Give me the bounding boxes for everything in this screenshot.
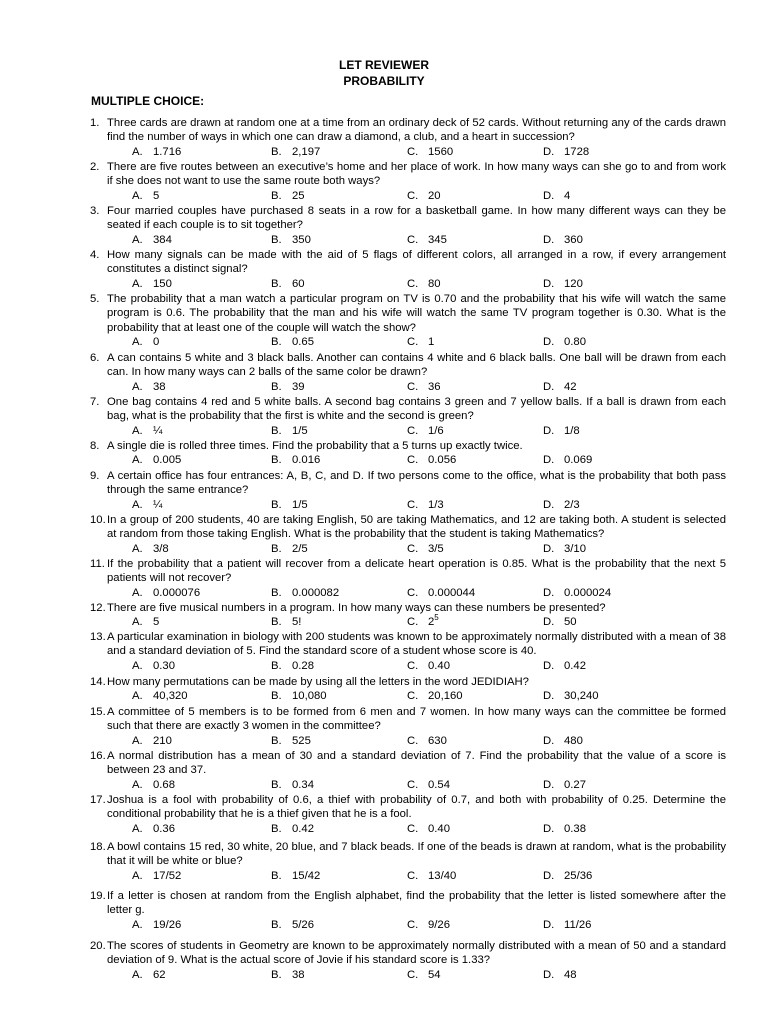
question-5 xyxy=(90,292,726,349)
question-text: How many permutations can be made by using all the letters in the word JEDIDIAH? xyxy=(107,676,529,688)
option-a: A. 0.36 xyxy=(132,822,175,835)
question-number: 4. xyxy=(90,249,100,261)
question-11 xyxy=(90,557,726,600)
option-c: C. 630 xyxy=(407,734,447,747)
question-number: 7. xyxy=(90,396,100,408)
question-text: A normal distribution has a mean of 30 and a standard deviation of 7. Find the probability that the value of a score is between 23 and 37. xyxy=(107,750,726,777)
question-text: There are five musical numbers in a program. In how many ways can these numbers be presented? xyxy=(107,602,606,614)
option-b: B. 0.42 xyxy=(271,822,314,835)
question-13 xyxy=(90,630,726,673)
options-row xyxy=(90,822,726,836)
option-d: D. 42 xyxy=(543,380,577,393)
option-b: B. 0.016 xyxy=(271,454,321,467)
options-row xyxy=(90,335,726,349)
options-row xyxy=(90,424,726,438)
options-row xyxy=(90,380,726,394)
option-c: C. 1 xyxy=(407,336,435,349)
question-text: If a letter is chosen at random from the English alphabet, find the probability that the letter is listed somewhere after the letter g. xyxy=(107,890,726,917)
option-d: D. 1728 xyxy=(543,145,590,158)
option-d: D. 0.069 xyxy=(543,454,593,467)
option-b: B. 5/26 xyxy=(271,918,314,931)
option-a: A. 19/26 xyxy=(132,918,182,931)
options-row xyxy=(90,778,726,792)
question-text: How many signals can be made with the aid of 5 flags of different colors, all arranged in a row, if every arrangement constitutes a distinct signal? xyxy=(107,249,726,276)
options-row xyxy=(90,498,726,512)
question-number: 3. xyxy=(90,205,100,217)
option-a: A. 3/8 xyxy=(132,542,169,555)
option-c: C. 1/3 xyxy=(407,498,444,511)
option-d: D. 480 xyxy=(543,734,583,747)
question-number: 18. xyxy=(90,841,106,853)
question-6 xyxy=(90,351,726,394)
option-a: A. 1.716 xyxy=(132,145,182,158)
option-c: C. 1/6 xyxy=(407,424,444,437)
option-c: C. 0.056 xyxy=(407,454,457,467)
question-12 xyxy=(90,601,726,629)
options-row xyxy=(90,189,726,203)
option-b: B. 0.34 xyxy=(271,778,314,791)
options-row xyxy=(90,542,726,556)
option-b: B. 2/5 xyxy=(271,542,308,555)
question-number: 1. xyxy=(90,117,100,129)
options-row xyxy=(90,869,726,883)
option-b: B. 25 xyxy=(271,189,305,202)
question-1 xyxy=(90,116,726,159)
question-text: One bag contains 4 red and 5 white balls. A second bag contains 3 green and 7 yellow balls. If a ball is drawn from each bag, what is the probability that the first is white and the second is green? xyxy=(107,396,726,423)
options-row xyxy=(90,145,726,159)
question-3 xyxy=(90,204,726,247)
question-7 xyxy=(90,395,726,438)
question-number: 10. xyxy=(90,514,106,526)
option-d: D. 50 xyxy=(543,616,577,629)
question-number: 20. xyxy=(90,940,106,952)
question-number: 19. xyxy=(90,890,106,902)
option-d: D. 11/26 xyxy=(543,918,592,931)
option-c: C. 345 xyxy=(407,233,447,246)
option-a: A. 0.30 xyxy=(132,659,175,672)
options-row xyxy=(90,968,726,982)
options-row xyxy=(90,277,726,291)
question-text: Joshua is a fool with probability of 0.6, a thief with probability of 0.7, and both with probability of 0.25. Determine the conditional probability that he is a thief given that he is a fool. xyxy=(107,794,726,821)
option-c: C. $2^5$ xyxy=(407,613,439,629)
option-a: A. 210 xyxy=(132,734,172,747)
question-number: 5. xyxy=(90,293,100,305)
option-b: B. 1/5 xyxy=(271,424,308,437)
option-c: C. 9/26 xyxy=(407,918,450,931)
option-a: A. 5 xyxy=(132,616,160,629)
options-row xyxy=(90,659,726,673)
question-9 xyxy=(90,469,726,512)
question-text: A bowl contains 15 red, 30 white, 20 blue, and 7 black beads. If one of the beads is drawn at random, what is the probability that it will be white or blue? xyxy=(107,841,726,868)
option-d: D. 0.27 xyxy=(543,778,586,791)
option-b: B. 2,197 xyxy=(271,145,321,158)
options-row xyxy=(90,453,726,467)
option-b: B. 525 xyxy=(271,734,311,747)
option-d: D. 3/10 xyxy=(543,542,586,555)
question-text: The scores of students in Geometry are known to be approximately normally distributed with a mean of 50 and a standard deviation of 9. What is the actual score of Jovie if his standard score is 1.33? xyxy=(107,940,726,967)
question-number: 13. xyxy=(90,631,106,643)
option-a: A. 62 xyxy=(132,968,166,981)
question-number: 14. xyxy=(90,676,106,688)
option-a: A. 17/52 xyxy=(132,869,182,882)
option-d: D. 2/3 xyxy=(543,498,580,511)
options-row xyxy=(90,586,726,600)
page-title: LET REVIEWER xyxy=(338,58,429,72)
question-text: Three cards are drawn at random one at a time from an ordinary deck of 52 cards. Without returning any of the cards drawn find the number of ways in which one can draw a diamond, a club, and a heart in succession? xyxy=(107,117,726,144)
option-b: B. 0.28 xyxy=(271,659,314,672)
question-8 xyxy=(90,439,726,467)
question-14 xyxy=(90,675,726,703)
options-row xyxy=(90,233,726,247)
option-d: D. 0.000024 xyxy=(543,586,612,599)
option-a: A. 5 xyxy=(132,189,160,202)
question-text: A particular examination in biology with 200 students was known to be approximately normally distributed with a mean of 38 and a standard deviation of 5. Find the standard score of a student whose score is 40. xyxy=(107,631,726,658)
question-text: Four married couples have purchased 8 seats in a row for a basketball game. In how many different ways can they be seated if each couple is to sit together? xyxy=(107,205,726,232)
option-d: D. 30,240 xyxy=(543,690,599,703)
option-c: C. 54 xyxy=(407,968,441,981)
option-c: C. 0.000044 xyxy=(407,586,476,599)
question-15 xyxy=(90,705,726,748)
question-text: The probability that a man watch a particular program on TV is 0.70 and the probability that his wife will watch the same program is 0.6. The probability that the man and his wife will watch the same TV program together is 0.30. What is the probability that at least one of the couple will watch the show? xyxy=(107,293,726,334)
question-16 xyxy=(90,749,726,792)
option-a: A. 384 xyxy=(132,233,172,246)
option-a: A. 40,320 xyxy=(132,690,188,703)
option-c: C. 0.54 xyxy=(407,778,450,791)
option-c: C. 0.40 xyxy=(407,659,450,672)
option-b: B. 1/5 xyxy=(271,498,308,511)
option-d: D. 48 xyxy=(543,968,577,981)
question-number: 12. xyxy=(90,602,106,614)
exponent: 5 xyxy=(434,613,439,623)
option-d: D. 25/36 xyxy=(543,869,593,882)
option-a: A. ¼ xyxy=(132,424,163,437)
option-d: D. 360 xyxy=(543,233,583,246)
question-10 xyxy=(90,513,726,556)
option-c: C. 20,160 xyxy=(407,690,463,703)
option-a: A. 0.68 xyxy=(132,778,175,791)
question-19 xyxy=(90,889,726,932)
page-subtitle: PROBABILITY xyxy=(343,74,425,88)
question-number: 17. xyxy=(90,794,106,806)
option-a: A. ¼ xyxy=(132,498,163,511)
options-row xyxy=(90,734,726,748)
options-row xyxy=(90,918,726,932)
option-b: B. 15/42 xyxy=(271,869,321,882)
option-c: C. 0.40 xyxy=(407,822,450,835)
option-b: B. 10,080 xyxy=(271,690,327,703)
option-d: D. 4 xyxy=(543,189,571,202)
option-b: B. 0.65 xyxy=(271,336,314,349)
option-d: D. 0.42 xyxy=(543,659,586,672)
question-17 xyxy=(90,793,726,836)
option-a: A. 150 xyxy=(132,277,172,290)
question-4 xyxy=(90,248,726,291)
option-c: C. 3/5 xyxy=(407,542,444,555)
option-b: B. 0.000082 xyxy=(271,586,340,599)
option-b: B. 5! xyxy=(271,616,302,629)
question-number: 8. xyxy=(90,440,100,452)
question-number: 9. xyxy=(90,470,100,482)
option-c: C. 36 xyxy=(407,380,441,393)
question-text: There are five routes between an executive’s home and her place of work. In how many ways can she go to and from work if she does not want to use the same route both ways? xyxy=(107,161,726,188)
question-text: A committee of 5 members is to be formed from 6 men and 7 women. In how many ways can the committee be formed such that there are exactly 3 women in the committee? xyxy=(107,706,726,733)
options-row xyxy=(90,689,726,703)
question-20 xyxy=(90,939,726,982)
question-text: A can contains 5 white and 3 black balls. Another can contains 4 white and 6 black balls. One ball will be drawn from each can. In how many ways can 2 balls of the same color be drawn? xyxy=(107,352,726,379)
option-d: D. 120 xyxy=(543,277,583,290)
option-c: C. 80 xyxy=(407,277,441,290)
question-18 xyxy=(90,840,726,883)
option-b: B. 60 xyxy=(271,277,305,290)
option-b: B. 39 xyxy=(271,380,305,393)
option-a: A. 38 xyxy=(132,380,166,393)
option-c: C. 13/40 xyxy=(407,869,457,882)
question-number: 16. xyxy=(90,750,106,762)
option-a: A. 0.000076 xyxy=(132,586,201,599)
option-a: A. 0 xyxy=(132,336,160,349)
question-2 xyxy=(90,160,726,203)
option-b: B. 38 xyxy=(271,968,305,981)
question-text: A single die is rolled three times. Find the probability that a 5 turns up exactly twice. xyxy=(107,440,523,452)
option-b: B. 350 xyxy=(271,233,311,246)
question-text: In a group of 200 students, 40 are taking English, 50 are taking Mathematics, and 12 are taking both. A student is selected at random from those taking English. What is the probability that the student is taking Mathematics? xyxy=(107,514,726,541)
option-a: A. 0.005 xyxy=(132,454,182,467)
option-d: D. 0.38 xyxy=(543,822,586,835)
question-number: 6. xyxy=(90,352,100,364)
question-number: 15. xyxy=(90,706,106,718)
question-number: 11. xyxy=(90,558,105,570)
option-d: D. 1/8 xyxy=(543,424,580,437)
options-row xyxy=(90,615,726,629)
question-number: 2. xyxy=(90,161,100,173)
option-c: C. 1560 xyxy=(407,145,454,158)
section-heading: MULTIPLE CHOICE: xyxy=(91,94,205,108)
question-text: A certain office has four entrances: A, B, C, and D. If two persons come to the office, what is the probability that both pass through the same entrance? xyxy=(107,470,726,497)
option-c: C. 20 xyxy=(407,189,441,202)
question-text: If the probability that a patient will recover from a delicate heart operation is 0.85. What is the probability that the next 5 patients will not recover? xyxy=(107,558,726,585)
option-d: D. 0.80 xyxy=(543,336,586,349)
